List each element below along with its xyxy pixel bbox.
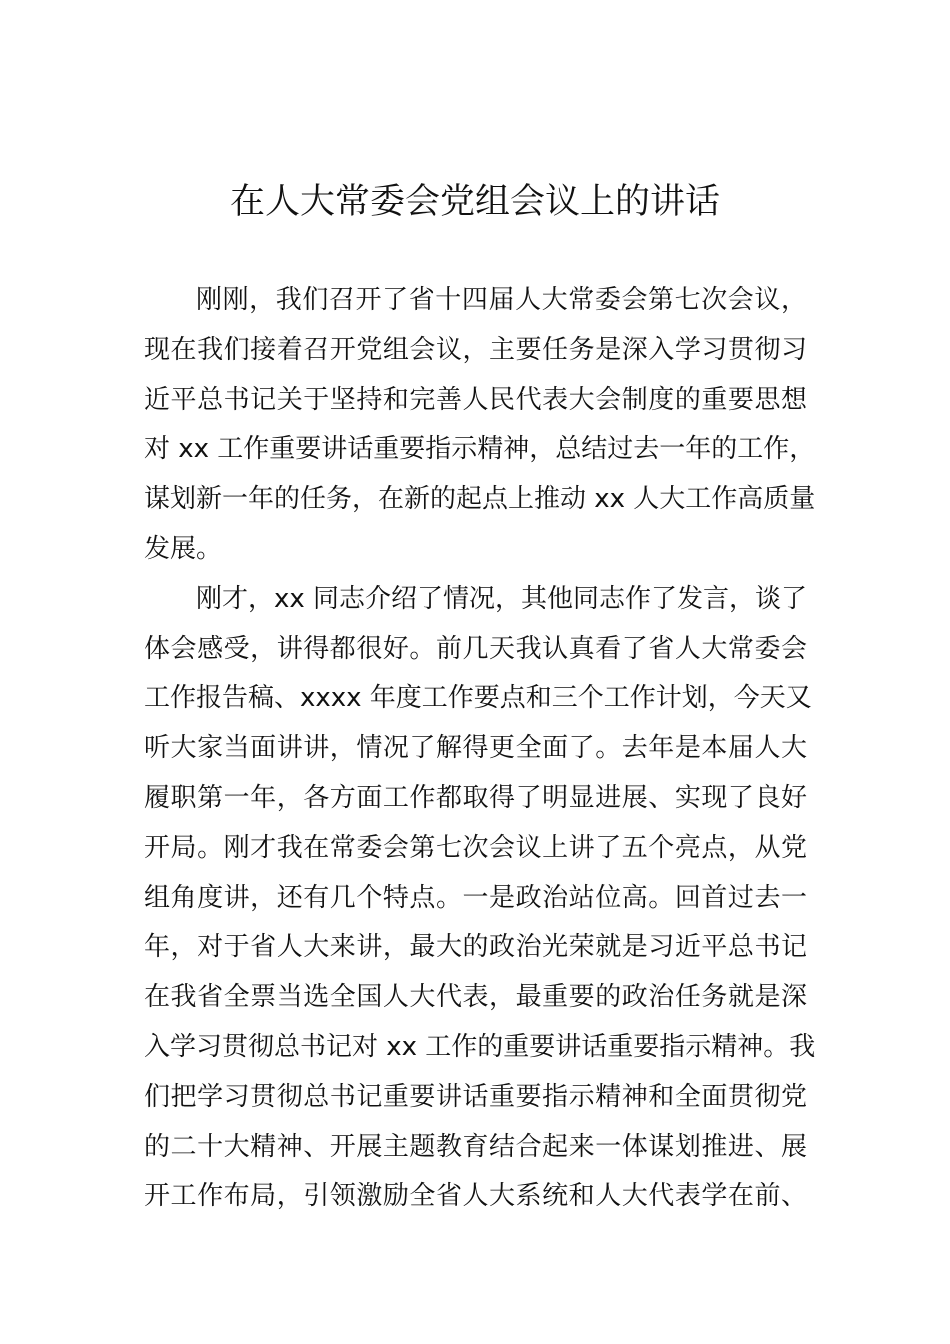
paragraph-line: 组角度讲，还有几个特点。一是政治站位高。回首过去一: [144, 882, 807, 913]
paragraph-line: 对 xx 工作重要讲话重要指示精神，总结过去一年的工作，: [144, 434, 816, 465]
paragraph-line: 履职第一年，各方面工作都取得了明显进展、实现了良好: [144, 782, 807, 813]
paragraph-2: [144, 575, 816, 1222]
paragraph-line: 工作报告稿、xxxx 年度工作要点和三个工作计划，今天又: [144, 683, 812, 714]
paragraph-line: 听大家当面讲讲，情况了解得更全面了。去年是本届人大: [144, 733, 807, 764]
paragraph-line: 刚刚，我们召开了省十四届人大常委会第七次会议，: [196, 285, 807, 315]
paragraph-line: 近平总书记关于坚持和完善人民代表大会制度的重要思想: [144, 384, 807, 415]
paragraph-line: 的二十大精神、开展主题教育结合起来一体谋划推进、展: [144, 1131, 807, 1162]
paragraph-line: 在我省全票当选全国人大代表，最重要的政治任务就是深: [144, 982, 807, 1013]
document-title: 在人大常委会党组会议上的讲话: [229, 182, 720, 222]
paragraph-line: 体会感受，讲得都很好。前几天我认真看了省人大常委会: [144, 633, 807, 664]
paragraph-line: 刚才，xx 同志介绍了情况，其他同志作了发言，谈了: [196, 583, 808, 614]
paragraph-line: 谋划新一年的任务，在新的起点上推动 xx 人大工作高质量: [144, 484, 816, 515]
paragraph-line: 开工作布局，引领激励全省人大系统和人大代表学在前、: [144, 1181, 807, 1212]
paragraph-line: 入学习贯彻总书记对 xx 工作的重要讲话重要指示精神。我: [144, 1031, 816, 1062]
paragraph-line: 发展。: [144, 533, 223, 564]
paragraph-line: 开局。刚才我在常委会第七次会议上讲了五个亮点，从党: [144, 832, 807, 863]
paragraph-line: 现在我们接着召开党组会议，主要任务是深入学习贯彻习: [144, 334, 807, 365]
paragraph-1: [144, 276, 816, 575]
paragraph-line: 们把学习贯彻总书记重要讲话重要指示精神和全面贯彻党: [144, 1081, 807, 1112]
document-body: [144, 276, 816, 1222]
paragraph-line: 年，对于省人大来讲，最大的政治光荣就是习近平总书记: [144, 932, 807, 963]
